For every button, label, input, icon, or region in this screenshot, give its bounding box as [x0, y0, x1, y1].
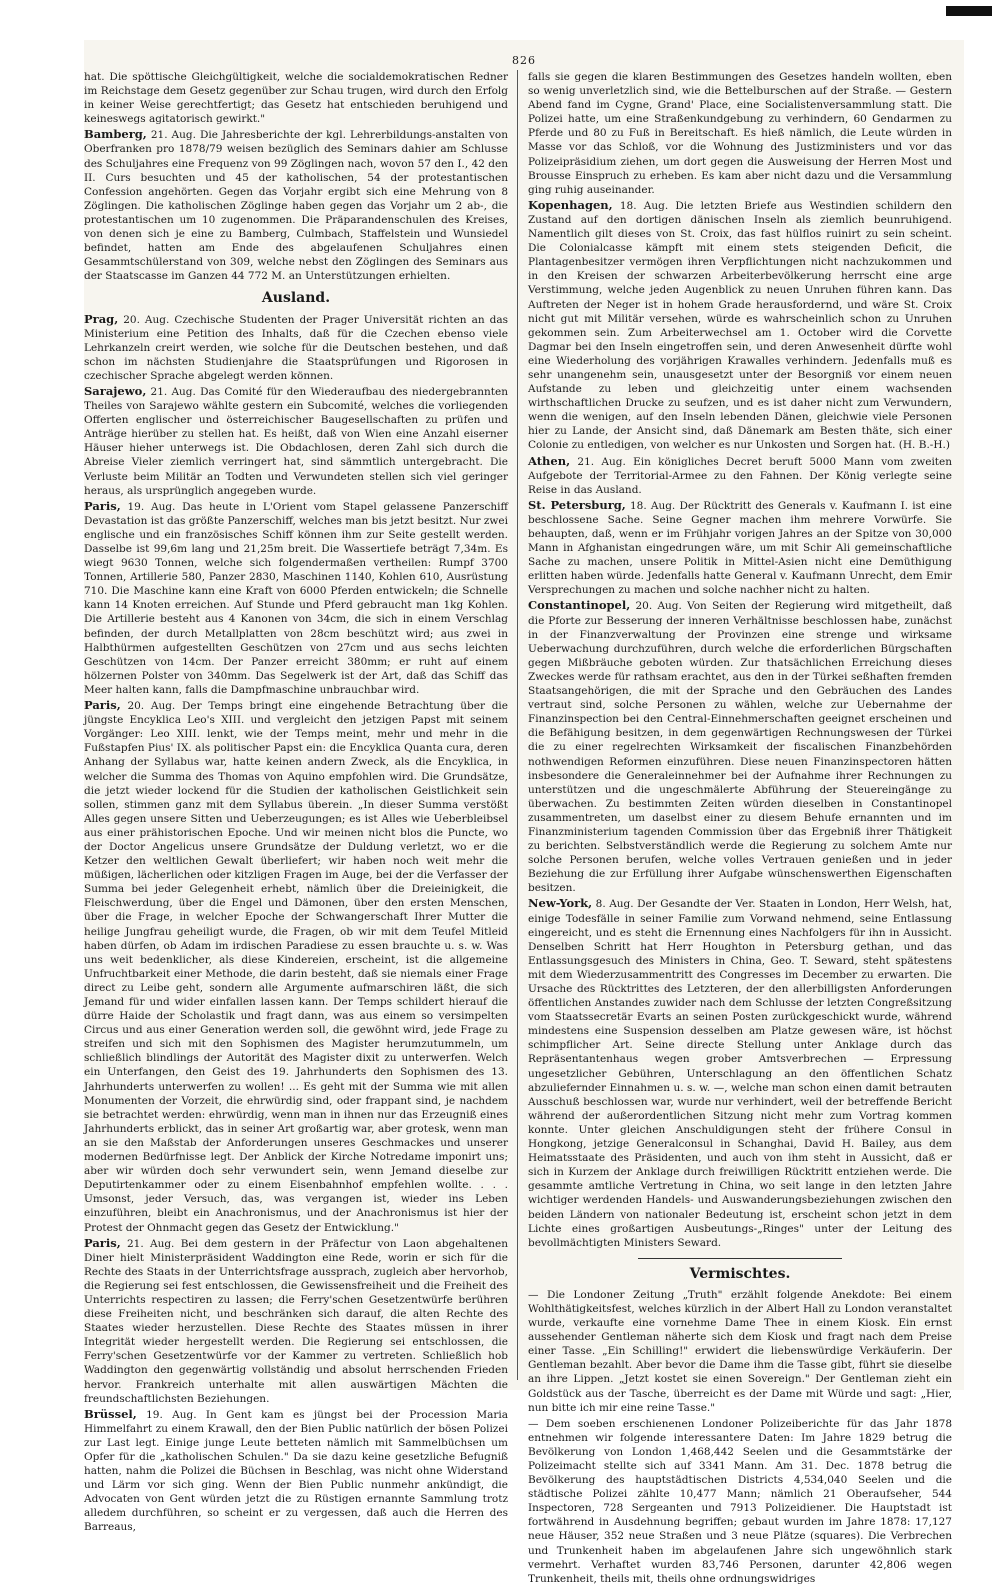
news-item [528, 1287, 952, 1415]
news-text: 21. Aug. Die Jahresberichte der kgl. Lehrerbildungs-anstalten von Oberfranken pro 1878/79 weisen bezüglich des Seminars dahier am Schlusse des Schuljahres eine Frequenz von 99 Zöglingen nach, wovon 57 den I., 42 den II. Curs besuchten und 45 der katholischen, 54 der protestantischen Confession angehörten. Gegen das Vorjahr ergibt sich eine Mehrung von 8 Zöglingen. Die katholischen Zöglinge haben gegen das Vorjahr um 2 ab-, die protestantischen um 10 zugenommen. Die Präparandenschulen des Kreises, von denen sich je eine zu Bamberg, Culmbach, Staffelstein und Wunsiedel befindet, hatten am Ende des abgelaufenen Schuljahres einen Gesammtschülerstand von 309, welche nebst den Zöglingen des Seminars aus der Staatscasse im Ganzen 44 772 M. an Unterstützungen erhielten. [84, 129, 508, 283]
right-column-intro: falls sie gegen die klaren Bestimmungen des Gesetzes handeln wollten, eben so wenig unverletzlich sind, wie die Bettelburschen auf der Straße. — Gestern Abend fand im Cygne, Grand' Place, eine Socialistenversammlung statt. Die Polizei hatte, um eine Straßenkundgebung zu verhindern, 60 Gendarmen zu Pferde und 80 zu Fuß in Bereitschaft. Es hieß nämlich, die Leute würden in Masse vor das Schloß, vor die Wohnung des Justizministers und vor das Polizeipräsidium ziehen, um dort gegen die Ausweisung der Herren Most und Brousse Einspruch zu erheben. Es kam aber nicht dazu und die Versammlung ging ruhig auseinander. [528, 71, 952, 196]
news-dateline: Kopenhagen, [528, 197, 613, 212]
news-item [84, 312, 508, 383]
news-item [528, 498, 952, 598]
news-dateline: Athen, [528, 453, 571, 468]
news-text: 20. Aug. Czechische Studenten der Prager Universität richten an das Ministerium eine Petition des Inhalts, daß für die Czechen ebenso viele Lehrkanzeln creirt werden, wie solche für die Deutschen bestehen, und daß schon im nächsten Studienjahre die Staatsprüfungen und Rigorosen in czechischer Sprache abgelegt werden können. [84, 313, 508, 382]
news-item [528, 198, 952, 453]
column-divider [517, 70, 518, 1380]
news-dateline: Brüssel, [84, 1406, 137, 1421]
section-heading-ausland: Ausland. [261, 290, 331, 307]
news-text: 21. Aug. Ein königliches Decret beruft 5000 Mann vom zweiten Aufgebote der Territorial-Armee zu den Fahnen. Der König verlegte seine Reise in das Ausland. [528, 455, 952, 496]
news-item [528, 454, 952, 497]
section-heading-vermischtes: Vermischtes. [689, 1265, 791, 1282]
news-text: 21. Aug. Das Comité für den Wiederaufbau des niedergebrannten Theiles von Sarajewo wählte gestern ein Subcomité, welches die vorliegenden Offerten englischer und österreichischer Baugesellschaften zu prüfen und Anträge hierüber zu stellen hat. Es heißt, daß von Wien eine Anzahl eiserner Häuser hieher unterwegs ist. Die Obdachlosen, deren Zahl sich durch die Abreise Vieler ziemlich verringert hat, sind sämmtlich untergebracht. Die Verluste beim Militär an Todten und Verwundeten stellen sich viel geringer heraus, als ursprünglich angegeben wurde. [84, 385, 508, 497]
news-dateline: St. Petersburg, [528, 497, 626, 512]
news-dateline: Paris, [84, 498, 121, 513]
news-item [528, 1416, 952, 1586]
scan-corner-mark [946, 6, 992, 16]
news-text: — Die Londoner Zeitung „Truth" erzählt folgende Anekdote: Bei einem Wohlthätigkeitsfest, welches kürzlich in der Albert Hall zu London veranstaltet wurde, verkaufte eine vornehme Dame Thee in einem Kiosk. Ein ernst aussehender Gentleman näherte sich dem Kiosk und fragt nach dem Preise einer Tasse. „Ein Schilling!" erwidert die liebenswürdige Verkäuferin. Der Gentleman bezahlt. Aber bevor die Dame ihm die Tasse gibt, führt sie dieselbe an ihre Lippen. „Jetzt kostet sie einen Sovereign." Der Gentleman zieht ein Goldstück aus der Tasche, überreicht es der Dame mit Würde und sagt: „Hier, nun bitte ich mir eine reine Tasse." [528, 1288, 952, 1414]
news-item [528, 598, 952, 895]
news-text: 21. Aug. Bei dem gestern in der Präfectur von Laon abgehaltenen Diner hielt Ministerpräsident Waddington eine Rede, worin er sich für die Rechte des Staats in der Unterrichtsfrage aussprach, zugleich aber hervorhob, die Regierung sei fest entschlossen, die Gewissensfreiheit und die Freiheit des Unterrichts respectiren zu lassen; die Ferry'schen Gesetzentwürfe berühren diese Freiheiten nicht, und beschränken sich darauf, die alten Rechte des Staates wieder herzustellen. Diese Rechte des Staates müssen in ihrer Integrität wieder hergestellt werden. Die Regierung sei entschlossen, die Ferry'schen Gesetzentwürfe vor der Kammer zu vertreten. Schließlich hob Waddington den gegenwärtig vollständig und absolut herrschenden Frieden hervor. Frankreich unterhalte mit allen auswärtigen Mächten die freundschaftlichsten Beziehungen. [84, 1237, 508, 1405]
news-text: — Dem soeben erschienenen Londoner Polizeiberichte für das Jahr 1878 entnehmen wir folgende interessantere Daten: Im Jahre 1829 betrug die Bevölkerung von London 1,468,442 Seelen und die Gesammtstärke der Polizeimacht stellte sich auf 3341 Mann. Am 31. Dec. 1878 betrug die Bevölkerung des hauptstädtischen Districts 4,534,040 Seelen und die städtische Polizei zählte 10,477 Mann; nämlich 21 Oberaufseher, 544 Inspectoren, 728 Sergeanten und 7913 Polizeidiener. Die Hauptstadt ist fortwährend in Ausdehnung begriffen; gebaut wurden im Jahre 1878: 17,127 neue Häuser, 352 neue Straßen und 3 neue Plätze (squares). Die Verbrechen und Trunkenheit haben im abgelaufenen Jahre sich ungewöhnlich stark vermehrt. Verhaftet wurden 83,746 Personen, darunter 42,806 wegen Trunkenheit, theils mit, theils ohne ordnungswidriges [528, 1417, 952, 1585]
news-item [84, 499, 508, 697]
news-text: 19. Aug. Das heute in L'Orient vom Stapel gelassene Panzerschiff Devastation ist das größte Panzerschiff, welches man bis jetzt besitzt. Nur zwei englische und ein französisches Schiff können ihm zur Seite gestellt werden. Dasselbe ist 99,6m lang und 21,25m breit. Die Wassertiefe beträgt 7,34m. Es wiegt 9630 Tonnen, welche sich folgendermaßen vertheilen: Rumpf 3700 Tonnen, Artillerie 580, Panzer 2830, Maschinen 1140, Kohlen 610, Ausrüstung 710. Die Maschine kann eine Kraft von 6000 Pferden entwickeln; die Schnelle kann 14 Knoten erreichen. Auf Stunde und Pferd gebraucht man 1kg Kohlen. Die Artillerie besteht aus 4 Kanonen von 34cm, die sich in einem Verschlag befinden, der durch Metallplatten von 28cm beschützt wird; aus zwei in Halbthürmen aufgestellten Geschützen von 27cm und aus sechs leichten Geschützen von 14cm. Der Panzer erreicht 380mm; er ruht auf einem hölzernen Polster von 340mm. Das Segelwerk ist der Art, daß das Schiff das Meer halten kann, falls die Dampfmaschine unbrauchbar wird. [84, 500, 509, 696]
news-dateline: Paris, [84, 1235, 121, 1250]
news-dateline: Paris, [84, 698, 121, 713]
news-dateline: Sarajewo, [84, 383, 147, 398]
news-item [84, 698, 508, 1235]
news-text: 8. Aug. Der Gesandte der Ver. Staaten in London, Herr Welsh, hat, einige Todesfälle in seiner Familie zum Vorwand nehmend, seine Entlassung eingereicht, und es steht die Ernennung eines Nachfolgers für ihn in Aussicht. Denselben Schritt hat Herr Houghton in Petersburg gethan, und das Entlassungsgesuch des Ministers in China, Geo. T. Seward, steht spätestens mit dem Wiederzusammentritt des Congresses im December zu erwarten. Die Ursache des Rücktrittes des Letzteren, der den allerbilligsten Anforderungen öffentlichen Anstandes zuwider nach dem Schlusse der letzten Congreßsitzung vom Staatssecretär Evarts an seinen Posten zurückgeschickt wurde, während mindestens eine Suspension desselben am Platze gewesen wäre, ist höchst schimpflicher Art. Seine directe Stellung unter Anklage durch das Repräsentantenhaus wegen grober Amtsverbrechen — Erpressung ungesetzlicher Gebühren, Unterschlagung an den öffentlichen Schatz abzuliefernder Einnahmen u. s. w. —, welche man schon einen damit betrauten Ausschuß beschlossen war, wurde nur verhindert, weil der betreffende Bericht während der außerordentlichen Sitzung nicht mehr zum Vortrag kommen konnte. Unter gleichen Anschuldigungen steht der frühere Consul in Hongkong, jetzige Generalconsul in Schanghai, David H. Bailey, aus dem Heimatsstaate des Präsidenten, und auch von ihm steht in Aussicht, daß er sich in Kurzem der Anklage durch freiwilligen Rücktritt entziehen werde. Die gesammte amtliche Vertretung in China, wo seit lange in den letzten Jahre wichtiger werdenden Handels- und Auswanderungsbeziehungen zwischen den beiden Ländern von nationaler Bedeutung ist, erscheint schon jetzt in dem Lichte eines großartigen Ausbeutungs-„Ringes" unter der Leitung des bevollmächtigten Ministers Seward. [528, 898, 952, 1249]
newspaper-page [84, 40, 964, 1585]
left-column [84, 70, 509, 1534]
news-item [84, 1236, 508, 1406]
news-item [84, 127, 508, 283]
news-text: 20. Aug. Von Seiten der Regierung wird mitgetheilt, daß die Pforte zur Besserung der inneren Verhältnisse beschlossen habe, zunächst in der Finanzverwaltung der Provinzen eine strenge und wirksame Ueberwachung durchzuführen, durch welche die erforderlichen Bürgschaften gegen Mißbräuche geboten würden. Zur thatsächlichen Erreichung dieses Zweckes werde für rathsam erachtet, aus den in der Türkei seßhaften fremden Staatsangehörigen, die mit der Sprache und den Gebräuchen des Landes vertraut sind, solche Personen zu wählen, welche zur Uebernahme der Finanzinspection bei den Central-Einnehmerschaften geeignet erscheinen und die Befähigung besitzen, in dem gegenwärtigen Rechnungswesen der Türkei die zu einer regelrechten Wirksamkeit der fiscalischen Finanzbehörden nothwendigen Reformen einzuführen. Diese neuen Finanzinspectoren hätten insbesondere die Generaleinnehmer bei der Aufnahme ihrer Rechnungen zu unterstützen und die ungeschmälerte Abführung der Steuereingänge zu überwachen. Zu bestimmten Zeiten würden dieselben in Constantinopel zusammentreten, um daselbst einer zu diesem Behufe ernannten und im Finanzministerium tagenden Commission über das Ergebniß ihrer Thätigkeit zu berichten. Selbstverständlich werde die Regierung zu solchem Amte nur solche Personen berufen, welche volles Vertrauen genießen und in jeder Beziehung die zur Erfüllung ihrer Aufgabe wünschenswerthen Eigenschaften besitzen. [528, 600, 952, 895]
section-rule [638, 1258, 842, 1259]
news-item [528, 896, 952, 1249]
news-dateline: New-York, [528, 896, 593, 911]
news-dateline: Constantinopel, [528, 598, 631, 613]
news-text: 20. Aug. Der Temps bringt eine eingehende Betrachtung über die jüngste Encyklica Leo's XIII. und vergleicht den jetzigen Papst mit seinem Vorgänger: Leo XIII. lenkt, wie der Temps meint, mehr und mehr in die Fußstapfen Pius' IX. als politischer Papst ein: die Encyklica Quanta cura, deren Anhang der Syllabus war, hatte keinen andern Zweck, als die Encyklica, in welcher die Summa des Thomas von Aquino empfohlen wird. Die Grundsätze, die jetzt wieder lockend für die Studien der katholischen Geistlichkeit sein sollen, stimmen ganz mit dem Syllabus überein. „In dieser Summa verstößt Alles gegen unsere Sitten und Ueberzeugungen; es ist Alles wie Ueberbleibsel aus einer prähistorischen Epoche. Und wir meinen nicht blos die Puncte, wo der Doctor Angelicus unsere Grundsätze der Duldung verletzt, wo er die Ketzer den weltlichen Gewalt überliefert; wir haben noch weit mehr die müßigen, lächerlichen oder kitzligen Fragen im Auge, bei der die Verfasser der Summa bei jeder Gelegenheit erhebt, nämlich über die Dreieinigkeit, die Fleischwerdung, über die Engel und Dämonen, über den ersten Menschen, über die Frage, in welcher Epoche der Schwangerschaft Ihrer Mutter die heilige Jungfrau geheiligt wurde, die Fragen, ob wir mit dem Teufel Mitleid haben dürfen, ob Adam im irdischen Paradiese zu essen brauchte u. s. w. Was uns weit bedenklicher, als diese Kindereien, erscheint, ist die allgemeine Unfruchtbarkeit einer Methode, die darin besteht, daß sie niemals einer Frage direct zu Leibe geht, sondern alle Argumente aufmarschiren läßt, die sich Jemand für und wider einfallen lassen kann. Der Temps schildert hierauf die dürre Haide der Scholastik und fragt dann, was aus einem so versimpelten Circus und aus einer Generation werden soll, die gewöhnt wird, jede Frage zu streifen und sich mit den Sophismen des Magister herumzutummeln, um schließlich blindlings der Autorität des Magister dixit zu unterwerfen. Welch ein Unterfangen, den Geist des 19. Jahrhunderts den Sophismen des 13. Jahrhunderts unterwerfen zu wollen! ... Es geht mit der Summa wie mit allen Monumenten der Vorzeit, die ehrwürdig sind, oder frappant sind, je nachdem sie betrachtet werden: ehrwürdig, wenn man in ihnen nur das Erzeugniß eines Jahrhunderts erblickt, das in seiner Art großartig war, aber grotesk, wenn man an sie den Maßstab der Anforderungen unseres Geschmackes und unserer modernen Bedürfnisse legt. Der Anblick der Kirche Notredame imponirt uns; aber wir würden doch sehr verwundert sein, wenn Jemand dieselbe zur Deputirtenkammer oder zu einem Eisenbahnhof empfehlen wollte. . . . Umsonst, jeder Versuch, das, was vergangen ist, wieder ins Leben einzuführen, bleibt ein Anachronismus, und der Anachronismus ist hier der Protest der Ohnmacht gegen das Gesetz der Entwicklung." [84, 700, 509, 1234]
news-item [84, 1407, 508, 1535]
news-text: 18. Aug. Der Rücktritt des Generals v. Kaufmann I. ist eine beschlossene Sache. Seine Gegner machen ihm mehrere Vorwürfe. Sie behaupten, daß, wenn er im Frühjahr vorigen Jahres an der Spitze von 30,000 Mann in Afghanistan eingedrungen wäre, um mit Schir Ali gemeinschaftliche Sache zu machen, unsere Politik in Mittel-Asien nicht eine Demüthigung erlitten haben würde. Jedenfalls hatte General v. Kaufmann Unrecht, dem Emir Versprechungen zu machen und solche nachher nicht zu halten. [528, 499, 952, 597]
news-dateline: Prag, [84, 311, 119, 326]
news-text: 18. Aug. Die letzten Briefe aus Westindien schildern den Zustand auf den dortigen dänischen Inseln als ziemlich beunruhigend. Namentlich gilt dieses von St. Croix, das fast hülflos ruinirt zu sein scheint. Die Colonialcasse kämpft mit einem stets steigenden Deficit, die Plantagenbesitzer vermögen ihren Verpflichtungen nicht nachzukommen und in den Kreisen der schwarzen Arbeiterbevölkerung herrscht eine arge Verstimmung, welche jeden Augenblick zu neuen Unruhen führen kann. Das Auftreten der Neger ist in hohem Grade herausfordernd, und wäre St. Croix nicht gut mit Militär versehen, würde es wahrscheinlich schon zu Unruhen gekommen sein. Zum Arbeiterwechsel am 1. October wird die Corvette Dagmar bei den Inseln eingetroffen sein, und deren Anwesenheit dürfte wohl eine Wiederholung des vorjährigen Krawalles verhindern. Jedenfalls muß es sehr unangenehm sein, unausgesetzt unter der Besorgniß vor einem neuen Aufstande zu leben und gleichzeitig unter einem wachsenden wirthschaftlichen Drucke zu seufzen, und es ist daher nicht zum Verwundern, wenn die wenigen, auf den Inseln lebenden Dänen, gleichwie viele Personen hier zu Lande, der Ansicht sind, daß Dänemark am Besten thäte, sich einer Colonie zu entledigen, von welcher es nur Unkosten und Sorgen hat. (H. B.-H.) [528, 199, 952, 452]
right-column [528, 70, 952, 1585]
news-text: 19. Aug. In Gent kam es jüngst bei der Procession Maria Himmelfahrt zu einem Krawall, den der Bien Public natürlich der bösen Polizei zur Last legt. Einige junge Leute betteten nämlich mit Sammelbüchsen um Opfer für die „katholischen Schulen." Da sie dazu keine gesetzliche Befugniß hatten, nahm die Polizei die Büchsen in Beschlag, was nicht ohne Widerstand und Lärm vor sich ging. Wenn der Bien Public nunmehr ankündigt, die Advocaten von Gent würden jetzt die zu Rüstigen ernannte Sammlung trotz alledem durchführen, so scheint er zu vergessen, daß auch die Herren des Barreaus, [84, 1408, 508, 1534]
news-dateline: Bamberg, [84, 127, 147, 142]
news-item [84, 384, 508, 498]
left-column-intro: hat. Die spöttische Gleichgültigkeit, welche die socialdemokratischen Redner im Reichstage dem Gesetz gegenüber zur Schau trugen, wird durch den Erfolg in keiner Weise gerechtfertigt; das Gesetz hat entschieden beruhigend und keineswegs agitatorisch gewirkt." [84, 71, 508, 126]
page-number: 826 [512, 54, 536, 67]
